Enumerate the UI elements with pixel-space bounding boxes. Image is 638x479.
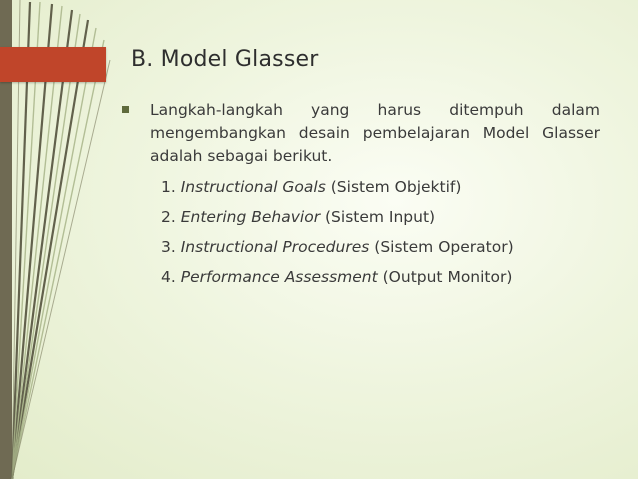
item-term: Instructional Procedures <box>180 238 370 256</box>
item-number: 2. <box>161 208 176 226</box>
item-number: 4. <box>161 268 176 286</box>
list-item <box>161 266 514 296</box>
item-description: (Sistem Input) <box>325 208 436 226</box>
item-number: 1. <box>161 178 176 196</box>
bullet-text: Langkah-langkah yang harus ditempuh dalam mengembangkan desain pembelajaran Model Glasser adalah sebagai berikut. <box>150 101 600 165</box>
item-number: 3. <box>161 238 176 256</box>
list-item <box>161 236 514 266</box>
square-bullet-icon <box>122 106 129 113</box>
item-term: Performance Assessment <box>180 268 378 286</box>
list-item <box>161 206 514 236</box>
list-item <box>161 176 514 206</box>
item-term: Entering Behavior <box>180 208 321 226</box>
numbered-list <box>161 176 514 296</box>
title-accent-tab <box>0 47 106 82</box>
item-description: (Sistem Operator) <box>374 238 514 256</box>
item-description: (Sistem Objektif) <box>330 178 462 196</box>
item-description: (Output Monitor) <box>382 268 513 286</box>
slide-title: B. Model Glasser <box>131 47 319 72</box>
bullet-paragraph <box>122 99 600 168</box>
item-term: Instructional Goals <box>180 178 326 196</box>
